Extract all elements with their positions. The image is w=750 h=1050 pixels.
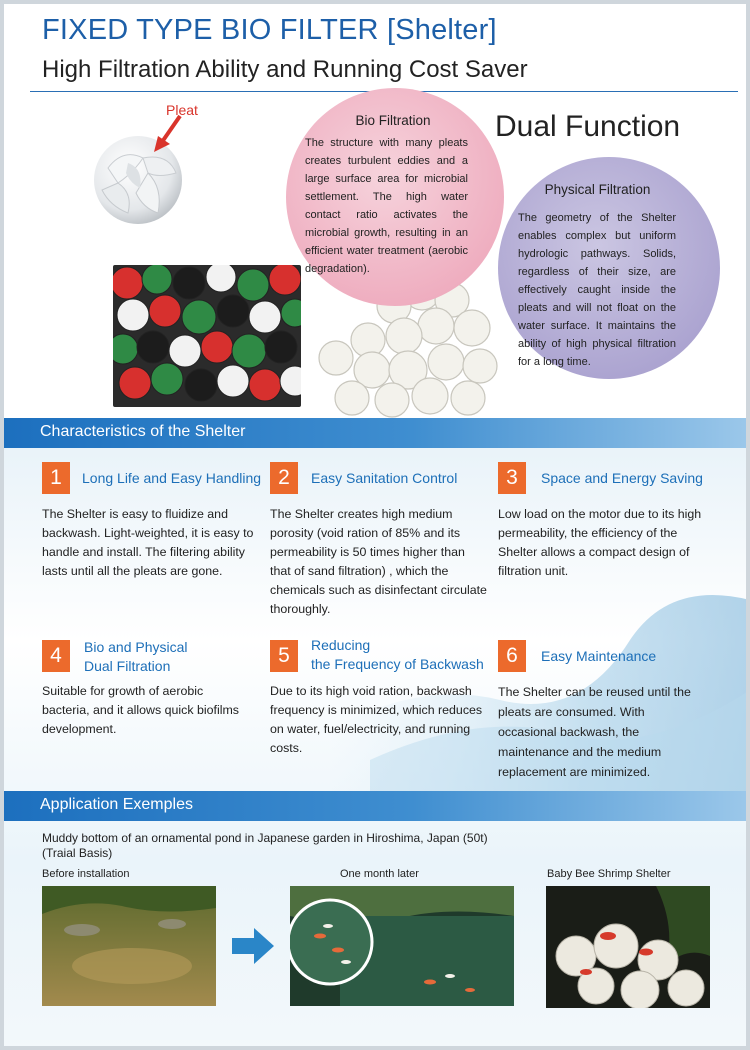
- before-installation-photo: [42, 886, 216, 1006]
- feature-title-5: [311, 636, 484, 674]
- feature-title-5-line2: the Frequency of Backwash: [311, 656, 484, 672]
- feature-number-5: 5: [270, 640, 298, 672]
- one-month-later-photo: [290, 886, 514, 1006]
- feature-title-6: Easy Maintenance: [541, 648, 657, 664]
- feature-title-4-line2: Dual Filtration: [84, 658, 171, 674]
- feature-title-4-line1: Bio and Physical: [84, 639, 188, 655]
- feature-title-3: Space and Energy Saving: [541, 470, 703, 486]
- feature-number-3: 3: [498, 462, 526, 494]
- application-description-line1: Muddy bottom of an ornamental pond in Japanese garden in Hiroshima, Japan (50t): [42, 831, 488, 845]
- feature-title-1: Long Life and Easy Handling: [82, 470, 262, 486]
- feature-body-1: The Shelter is easy to fluidize and backwash. Light-weighted, it is easy to handle and install. The filtering ability lasts until all the pleats are gone.: [42, 507, 254, 578]
- feature-title-5-line1: Reducing: [311, 637, 371, 653]
- feature-body-5: Due to its high void ration, backwash frequency is minimized, which reduces on water, fuel/electricity, and running costs.: [270, 684, 483, 755]
- arrow-right-icon: [232, 928, 274, 964]
- page-subtitle: High Filtration Ability and Running Cost Saver: [42, 56, 528, 83]
- characteristics-heading: Characteristics of the Shelter: [40, 423, 246, 440]
- shrimp-shelter-photo: [546, 886, 710, 1008]
- application-header-bar: [0, 791, 750, 821]
- physical-filtration-body: The geometry of the Shelter enables complex but uniform hydrologic pathways. Solids, regardless of their size, are effectively caught inside the pleats and will not float on the water surface. It maintains the ability of high physical filtration for a long time.: [518, 212, 676, 368]
- feature-body-4: Suitable for growth of aerobic bacteria, and it allows quick biofilms development.: [42, 684, 239, 736]
- page-title: FIXED TYPE BIO FILTER [Shelter]: [42, 14, 497, 46]
- caption-after: One month later: [340, 868, 419, 880]
- colored-media-photo: [113, 265, 301, 407]
- feature-body-6: The Shelter can be reused until the pleats are consumed. With occasional backwash, the maintenance and the medium replacement are minimized.: [498, 685, 691, 779]
- feature-body-2: The Shelter creates high medium porosity (void ration of 85% and its permeability is 50 times higher than that of sand filtration) , which the chemicals such as disinfectant circulate thoroughly.: [270, 507, 487, 616]
- application-description: [42, 831, 562, 861]
- bio-filtration-body: The structure with many pleats creates turbulent eddies and a large surface area for microbial settlement. The high water contact ratio activates the microbial growth, resulting in an efficient water treatment (aerobic degradation).: [305, 137, 468, 275]
- feature-body-3: Low load on the motor due to its high permeability, the efficiency of the Shelter allows a compact design of filtration unit.: [498, 507, 702, 578]
- feature-title-4: [84, 638, 188, 676]
- dual-function-heading: Dual Function: [495, 110, 681, 143]
- application-description-line2: (Traial Basis): [42, 846, 113, 860]
- pleat-arrow-icon: [148, 112, 188, 154]
- bio-filtration-title: Bio Filtration: [355, 113, 431, 128]
- caption-before: Before installation: [42, 868, 130, 880]
- feature-title-2: Easy Sanitation Control: [311, 470, 458, 486]
- feature-number-6: 6: [498, 640, 526, 672]
- feature-number-2: 2: [270, 462, 298, 494]
- caption-shrimp: Baby Bee Shrimp Shelter: [547, 868, 671, 880]
- physical-filtration-title: Physical Filtration: [544, 182, 651, 197]
- feature-number-1: 1: [42, 462, 70, 494]
- application-heading: Application Exemples: [40, 796, 193, 813]
- characteristics-header-bar: [0, 418, 750, 448]
- pleat-label: Pleat: [166, 102, 198, 118]
- feature-number-4: 4: [42, 640, 70, 672]
